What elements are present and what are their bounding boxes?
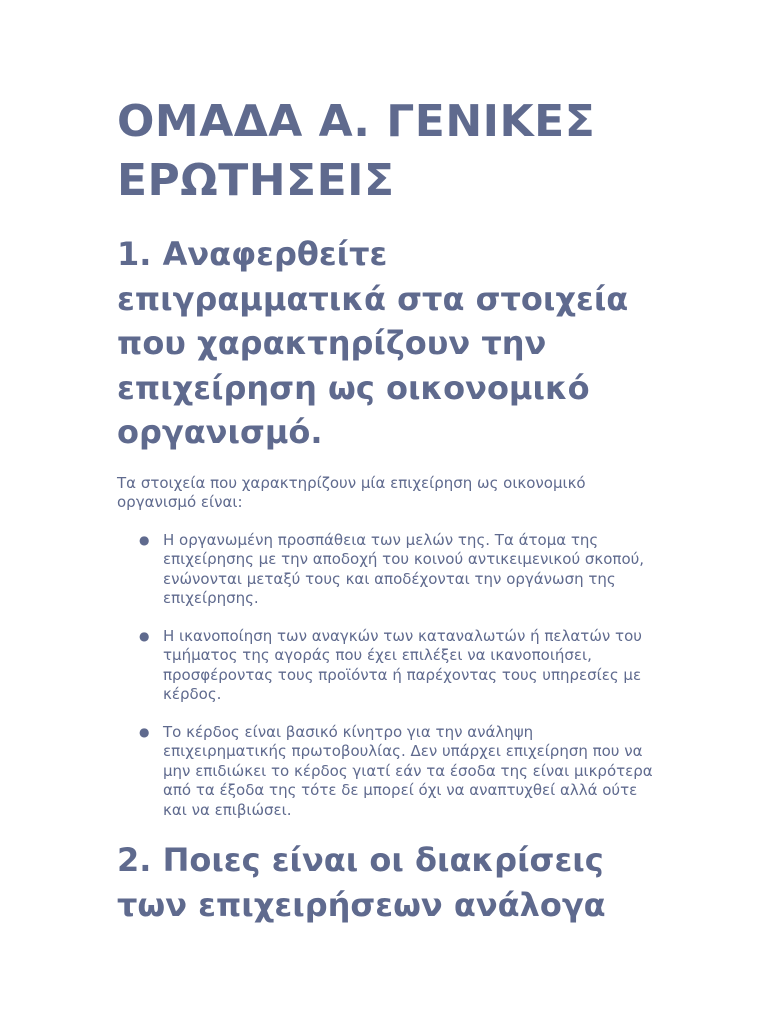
- list-item-text: Το κέρδος είναι βασικό κίνητρο για την ανάληψη επιχειρηματικής πρωτοβουλίας. Δεν υπάρχει επιχείρηση που να μην επιδιώκει το κέρδος γιατί εάν τα έσοδα της είναι μικρότερα από τα έξοδα της τότε δε μπορεί όχι να αναπτυχθεί αλλά ούτε και να επιβιώσει.: [163, 722, 653, 819]
- bullet-dot-icon: ●: [139, 532, 150, 547]
- list-item: [117, 627, 657, 705]
- document-page: [117, 92, 657, 927]
- list-item: [117, 723, 657, 821]
- list-item: [117, 531, 657, 609]
- question-1-heading: 1. Αναφερθείτε επιγραμματικά στα στοιχεία που χαρακτηρίζουν την επιχείρηση ως οικονομικό οργανισμό.: [117, 235, 629, 451]
- question-2-heading: 2. Ποιες είναι οι διακρίσεις των επιχειρήσεων ανάλογα: [117, 841, 606, 924]
- bullet-dot-icon: ●: [139, 628, 150, 643]
- question-1-intro: Τα στοιχεία που χαρακτηρίζουν μία επιχείρηση ως οικονομικό οργανισμό είναι:: [117, 473, 586, 511]
- list-item-text: Η ικανοποίηση των αναγκών των καταναλωτών ή πελατών του τμήματος της αγοράς που έχει επιλέξει να ικανοποιήσει, προσφέροντας τους προϊόντα ή παρέχοντας τους υπηρεσίες με κέρδος.: [163, 626, 642, 703]
- question-1-bullet-list: [117, 531, 657, 821]
- list-item-text: Η οργανωμένη προσπάθεια των μελών της. Τα άτομα της επιχείρησης με την αποδοχή του κοινού αντικειμενικού σκοπού, ενώνονται μεταξύ τους και αποδέχονται την οργάνωση της επιχείρησης.: [163, 530, 645, 607]
- document-title: ΟΜΑΔΑ Α. ΓΕΝΙΚΕΣ ΕΡΩΤΗΣΕΙΣ: [117, 96, 596, 206]
- bullet-dot-icon: ●: [139, 724, 150, 739]
